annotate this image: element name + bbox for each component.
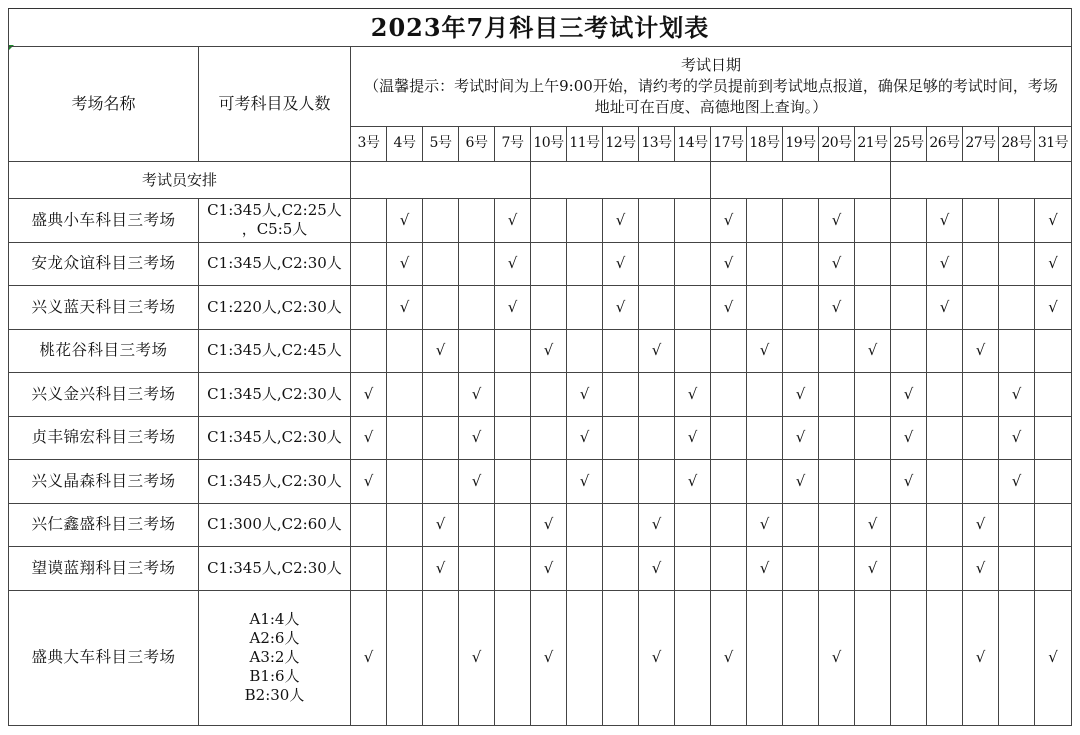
venue-row	[9, 416, 1072, 460]
schedule-sheet	[8, 8, 1072, 726]
exam-day-check: √	[459, 590, 495, 725]
subject-quota-line: C1:345人,C2:30人	[207, 254, 342, 273]
exam-day-empty	[459, 503, 495, 547]
exam-day-check: √	[639, 547, 675, 591]
exam-day-empty	[891, 286, 927, 330]
subject-quota	[199, 590, 351, 725]
exam-day-check: √	[351, 373, 387, 417]
day-header: 6号	[459, 127, 495, 162]
exam-day-check: √	[891, 460, 927, 504]
exam-schedule-table	[8, 8, 1072, 726]
page-title: 2023年7月科目三考试计划表	[9, 9, 1072, 47]
day-header: 25号	[891, 127, 927, 162]
venue-name: 望谟蓝翔科目三考场	[9, 547, 199, 591]
venue-name: 盛典大车科目三考场	[9, 590, 199, 725]
exam-day-empty	[603, 590, 639, 725]
subject-quota-line: C1:220人,C2:30人	[207, 297, 342, 316]
exam-day-check: √	[927, 242, 963, 286]
exam-day-empty	[459, 199, 495, 243]
exam-day-empty	[603, 460, 639, 504]
exam-day-empty	[711, 460, 747, 504]
exam-day-empty	[423, 286, 459, 330]
exam-day-empty	[531, 373, 567, 417]
exam-day-empty	[423, 373, 459, 417]
exam-day-empty	[459, 242, 495, 286]
exam-day-empty	[459, 547, 495, 591]
exam-day-check: √	[459, 460, 495, 504]
venue-name: 兴仁鑫盛科目三考场	[9, 503, 199, 547]
exam-day-empty	[675, 547, 711, 591]
exam-day-empty	[567, 242, 603, 286]
exam-day-empty	[567, 503, 603, 547]
venue-row	[9, 503, 1072, 547]
exam-day-empty	[783, 286, 819, 330]
subject-quota-line: C1:345人,C2:30人	[207, 558, 342, 577]
exam-day-empty	[999, 503, 1035, 547]
exam-day-check: √	[459, 416, 495, 460]
exam-date-header	[351, 47, 1072, 127]
exam-day-empty	[495, 416, 531, 460]
exam-day-check: √	[531, 329, 567, 373]
exam-day-empty	[927, 416, 963, 460]
exam-day-check: √	[603, 286, 639, 330]
exam-day-empty	[531, 286, 567, 330]
exam-day-empty	[927, 503, 963, 547]
subject-quota	[199, 503, 351, 547]
examiner-label: 考试员安排	[9, 162, 351, 199]
exam-day-empty	[783, 242, 819, 286]
exam-day-empty	[459, 329, 495, 373]
exam-day-empty	[567, 286, 603, 330]
exam-day-empty	[891, 199, 927, 243]
exam-day-empty	[423, 242, 459, 286]
day-header: 11号	[567, 127, 603, 162]
exam-day-check: √	[531, 503, 567, 547]
exam-day-empty	[387, 503, 423, 547]
exam-day-check: √	[999, 460, 1035, 504]
exam-day-check: √	[351, 460, 387, 504]
subject-quota-line: C1:345人,C2:30人	[207, 384, 342, 403]
day-header: 4号	[387, 127, 423, 162]
exam-day-empty	[999, 329, 1035, 373]
examiner-cell	[351, 162, 531, 199]
subject-quota	[199, 286, 351, 330]
exam-day-check: √	[963, 503, 999, 547]
subject-quota-line: B1:6人	[249, 667, 300, 685]
exam-day-empty	[351, 503, 387, 547]
exam-day-check: √	[855, 329, 891, 373]
subject-quota-line: C1:345人,C2:30人	[207, 471, 342, 490]
venue-row	[9, 329, 1072, 373]
exam-day-empty	[387, 590, 423, 725]
exam-day-empty	[351, 242, 387, 286]
exam-day-empty	[567, 547, 603, 591]
subjects-header: 可考科目及人数	[199, 47, 351, 162]
exam-day-empty	[855, 286, 891, 330]
exam-day-check: √	[819, 242, 855, 286]
exam-day-check: √	[711, 590, 747, 725]
venue-name: 兴义蓝天科目三考场	[9, 286, 199, 330]
subject-quota-line: C1:345人,C2:30人	[207, 428, 342, 447]
exam-day-empty	[747, 286, 783, 330]
exam-day-check: √	[999, 416, 1035, 460]
exam-day-check: √	[603, 242, 639, 286]
exam-day-empty	[603, 503, 639, 547]
exam-day-empty	[1035, 547, 1072, 591]
exam-day-empty	[963, 199, 999, 243]
exam-day-empty	[423, 416, 459, 460]
exam-day-check: √	[387, 242, 423, 286]
exam-day-empty	[819, 416, 855, 460]
exam-day-empty	[783, 590, 819, 725]
exam-day-check: √	[1035, 590, 1072, 725]
exam-day-check: √	[927, 286, 963, 330]
subject-quota	[199, 329, 351, 373]
day-header: 10号	[531, 127, 567, 162]
exam-day-check: √	[567, 460, 603, 504]
exam-day-check: √	[423, 503, 459, 547]
exam-day-empty	[603, 416, 639, 460]
exam-day-empty	[531, 199, 567, 243]
exam-day-empty	[675, 199, 711, 243]
exam-day-empty	[1035, 460, 1072, 504]
exam-day-check: √	[891, 416, 927, 460]
exam-day-empty	[495, 547, 531, 591]
exam-day-check: √	[783, 373, 819, 417]
exam-day-empty	[567, 590, 603, 725]
exam-day-empty	[639, 373, 675, 417]
exam-day-empty	[783, 329, 819, 373]
exam-day-empty	[711, 373, 747, 417]
exam-day-empty	[387, 373, 423, 417]
exam-day-empty	[675, 590, 711, 725]
exam-day-empty	[1035, 329, 1072, 373]
exam-day-check: √	[747, 547, 783, 591]
exam-day-empty	[819, 503, 855, 547]
venue-row	[9, 373, 1072, 417]
exam-day-empty	[675, 329, 711, 373]
exam-day-check: √	[999, 373, 1035, 417]
day-header: 3号	[351, 127, 387, 162]
exam-day-empty	[423, 199, 459, 243]
exam-day-empty	[819, 329, 855, 373]
exam-day-empty	[747, 242, 783, 286]
subject-quota	[199, 416, 351, 460]
exam-day-empty	[963, 286, 999, 330]
exam-day-empty	[711, 547, 747, 591]
exam-day-empty	[531, 416, 567, 460]
day-header: 7号	[495, 127, 531, 162]
exam-day-empty	[1035, 503, 1072, 547]
exam-day-check: √	[819, 199, 855, 243]
venue-row	[9, 286, 1072, 330]
subject-quota	[199, 242, 351, 286]
exam-day-check: √	[783, 460, 819, 504]
exam-day-empty	[855, 590, 891, 725]
exam-day-empty	[927, 547, 963, 591]
exam-day-check: √	[639, 503, 675, 547]
subject-quota-line: C1:300人,C2:60人	[207, 515, 342, 534]
exam-day-empty	[459, 286, 495, 330]
venue-name: 兴义晶森科目三考场	[9, 460, 199, 504]
exam-day-check: √	[675, 460, 711, 504]
exam-day-check: √	[747, 503, 783, 547]
subject-quota-line: ，C5:5人	[241, 220, 308, 239]
exam-day-empty	[783, 503, 819, 547]
exam-day-empty	[891, 590, 927, 725]
venue-row	[9, 460, 1072, 504]
exam-day-empty	[999, 590, 1035, 725]
exam-day-empty	[675, 242, 711, 286]
day-header: 21号	[855, 127, 891, 162]
exam-day-check: √	[639, 329, 675, 373]
exam-day-empty	[747, 373, 783, 417]
exam-day-empty	[819, 460, 855, 504]
exam-day-check: √	[423, 547, 459, 591]
exam-day-empty	[999, 286, 1035, 330]
exam-day-empty	[747, 590, 783, 725]
examiner-cell	[711, 162, 891, 199]
venue-name: 贞丰锦宏科目三考场	[9, 416, 199, 460]
venue-name: 安龙众谊科目三考场	[9, 242, 199, 286]
day-header: 20号	[819, 127, 855, 162]
exam-day-empty	[819, 373, 855, 417]
exam-day-empty	[747, 416, 783, 460]
exam-notice: （温馨提示：考试时间为上午9:00开始，请约考的学员提前到考试地点报道，确保足够的考试时间，考场地址可在百度、高德地图上查询。）	[364, 77, 1058, 116]
exam-day-empty	[927, 590, 963, 725]
subject-quota-line: C1:345人,C2:45人	[207, 341, 342, 360]
exam-day-empty	[675, 503, 711, 547]
exam-day-empty	[675, 286, 711, 330]
day-header: 12号	[603, 127, 639, 162]
exam-day-empty	[531, 460, 567, 504]
exam-day-empty	[639, 460, 675, 504]
exam-day-empty	[603, 329, 639, 373]
exam-day-empty	[603, 547, 639, 591]
examiner-row	[9, 162, 1072, 199]
exam-day-empty	[1035, 416, 1072, 460]
exam-day-empty	[387, 460, 423, 504]
exam-day-empty	[351, 199, 387, 243]
exam-day-check: √	[963, 547, 999, 591]
exam-date-label: 考试日期	[680, 56, 741, 74]
exam-day-check: √	[891, 373, 927, 417]
exam-day-empty	[927, 329, 963, 373]
exam-day-empty	[747, 199, 783, 243]
exam-day-empty	[603, 373, 639, 417]
exam-day-empty	[891, 547, 927, 591]
exam-day-empty	[387, 547, 423, 591]
exam-day-empty	[711, 416, 747, 460]
exam-day-empty	[1035, 373, 1072, 417]
exam-day-empty	[711, 503, 747, 547]
exam-day-empty	[927, 460, 963, 504]
exam-day-check: √	[855, 547, 891, 591]
day-header: 5号	[423, 127, 459, 162]
exam-day-check: √	[927, 199, 963, 243]
venue-row	[9, 547, 1072, 591]
exam-day-empty	[495, 590, 531, 725]
exam-day-check: √	[495, 242, 531, 286]
exam-day-empty	[963, 416, 999, 460]
exam-day-empty	[963, 373, 999, 417]
examiner-cell	[891, 162, 1072, 199]
exam-day-check: √	[387, 286, 423, 330]
exam-day-empty	[711, 329, 747, 373]
exam-day-empty	[351, 547, 387, 591]
examiner-cell	[531, 162, 711, 199]
exam-day-empty	[495, 373, 531, 417]
venue-name-header: 考场名称	[9, 47, 199, 162]
exam-day-empty	[927, 373, 963, 417]
exam-day-empty	[783, 547, 819, 591]
exam-day-check: √	[963, 590, 999, 725]
exam-day-check: √	[711, 286, 747, 330]
exam-day-check: √	[1035, 286, 1072, 330]
exam-day-check: √	[531, 547, 567, 591]
exam-day-empty	[747, 460, 783, 504]
exam-day-empty	[531, 242, 567, 286]
exam-day-empty	[963, 460, 999, 504]
exam-day-empty	[567, 199, 603, 243]
exam-day-check: √	[495, 199, 531, 243]
exam-day-empty	[351, 286, 387, 330]
exam-day-empty	[999, 242, 1035, 286]
exam-day-check: √	[567, 373, 603, 417]
exam-day-empty	[495, 503, 531, 547]
venue-row	[9, 242, 1072, 286]
venue-row	[9, 199, 1072, 243]
venue-name: 桃花谷科目三考场	[9, 329, 199, 373]
exam-day-check: √	[783, 416, 819, 460]
subject-quota-line: A1:4人	[249, 610, 300, 628]
exam-day-empty	[783, 199, 819, 243]
exam-day-empty	[855, 460, 891, 504]
exam-day-empty	[891, 329, 927, 373]
exam-day-check: √	[351, 590, 387, 725]
subject-quota	[199, 460, 351, 504]
day-header: 26号	[927, 127, 963, 162]
day-header: 19号	[783, 127, 819, 162]
exam-day-check: √	[1035, 242, 1072, 286]
venue-name: 盛典小车科目三考场	[9, 199, 199, 243]
exam-day-check: √	[603, 199, 639, 243]
exam-day-check: √	[675, 416, 711, 460]
exam-day-check: √	[855, 503, 891, 547]
exam-day-empty	[567, 329, 603, 373]
exam-day-check: √	[495, 286, 531, 330]
subject-quota	[199, 547, 351, 591]
exam-day-empty	[387, 329, 423, 373]
exam-day-check: √	[711, 242, 747, 286]
exam-day-empty	[999, 547, 1035, 591]
exam-day-check: √	[963, 329, 999, 373]
exam-day-empty	[639, 416, 675, 460]
exam-day-check: √	[423, 329, 459, 373]
exam-day-check: √	[819, 590, 855, 725]
exam-day-check: √	[459, 373, 495, 417]
exam-day-empty	[855, 373, 891, 417]
exam-day-check: √	[675, 373, 711, 417]
subject-quota-line: C1:345人,C2:25人	[207, 201, 342, 220]
exam-day-empty	[351, 329, 387, 373]
exam-day-check: √	[639, 590, 675, 725]
exam-day-empty	[639, 286, 675, 330]
exam-day-empty	[891, 503, 927, 547]
exam-day-check: √	[351, 416, 387, 460]
exam-day-empty	[999, 199, 1035, 243]
venue-name: 兴义金兴科目三考场	[9, 373, 199, 417]
day-header: 14号	[675, 127, 711, 162]
exam-day-empty	[639, 242, 675, 286]
subject-quota	[199, 199, 351, 243]
subject-quota-line: A2:6人	[249, 629, 300, 647]
exam-day-check: √	[747, 329, 783, 373]
exam-day-check: √	[567, 416, 603, 460]
day-header: 17号	[711, 127, 747, 162]
day-header: 13号	[639, 127, 675, 162]
subject-quota	[199, 373, 351, 417]
subject-quota-line: A3:2人	[249, 648, 300, 666]
subject-quota-line: B2:30人	[244, 686, 305, 704]
day-header: 28号	[999, 127, 1035, 162]
exam-day-check: √	[711, 199, 747, 243]
venue-row	[9, 590, 1072, 725]
exam-day-empty	[639, 199, 675, 243]
exam-day-check: √	[531, 590, 567, 725]
day-header: 18号	[747, 127, 783, 162]
exam-day-empty	[495, 460, 531, 504]
exam-day-check: √	[819, 286, 855, 330]
exam-day-check: √	[387, 199, 423, 243]
exam-day-empty	[891, 242, 927, 286]
exam-day-empty	[423, 460, 459, 504]
exam-day-empty	[855, 242, 891, 286]
exam-day-empty	[855, 416, 891, 460]
day-header: 27号	[963, 127, 999, 162]
exam-day-empty	[423, 590, 459, 725]
exam-day-check: √	[1035, 199, 1072, 243]
day-header: 31号	[1035, 127, 1072, 162]
exam-day-empty	[495, 329, 531, 373]
exam-day-empty	[855, 199, 891, 243]
exam-day-empty	[819, 547, 855, 591]
exam-day-empty	[387, 416, 423, 460]
exam-day-empty	[963, 242, 999, 286]
